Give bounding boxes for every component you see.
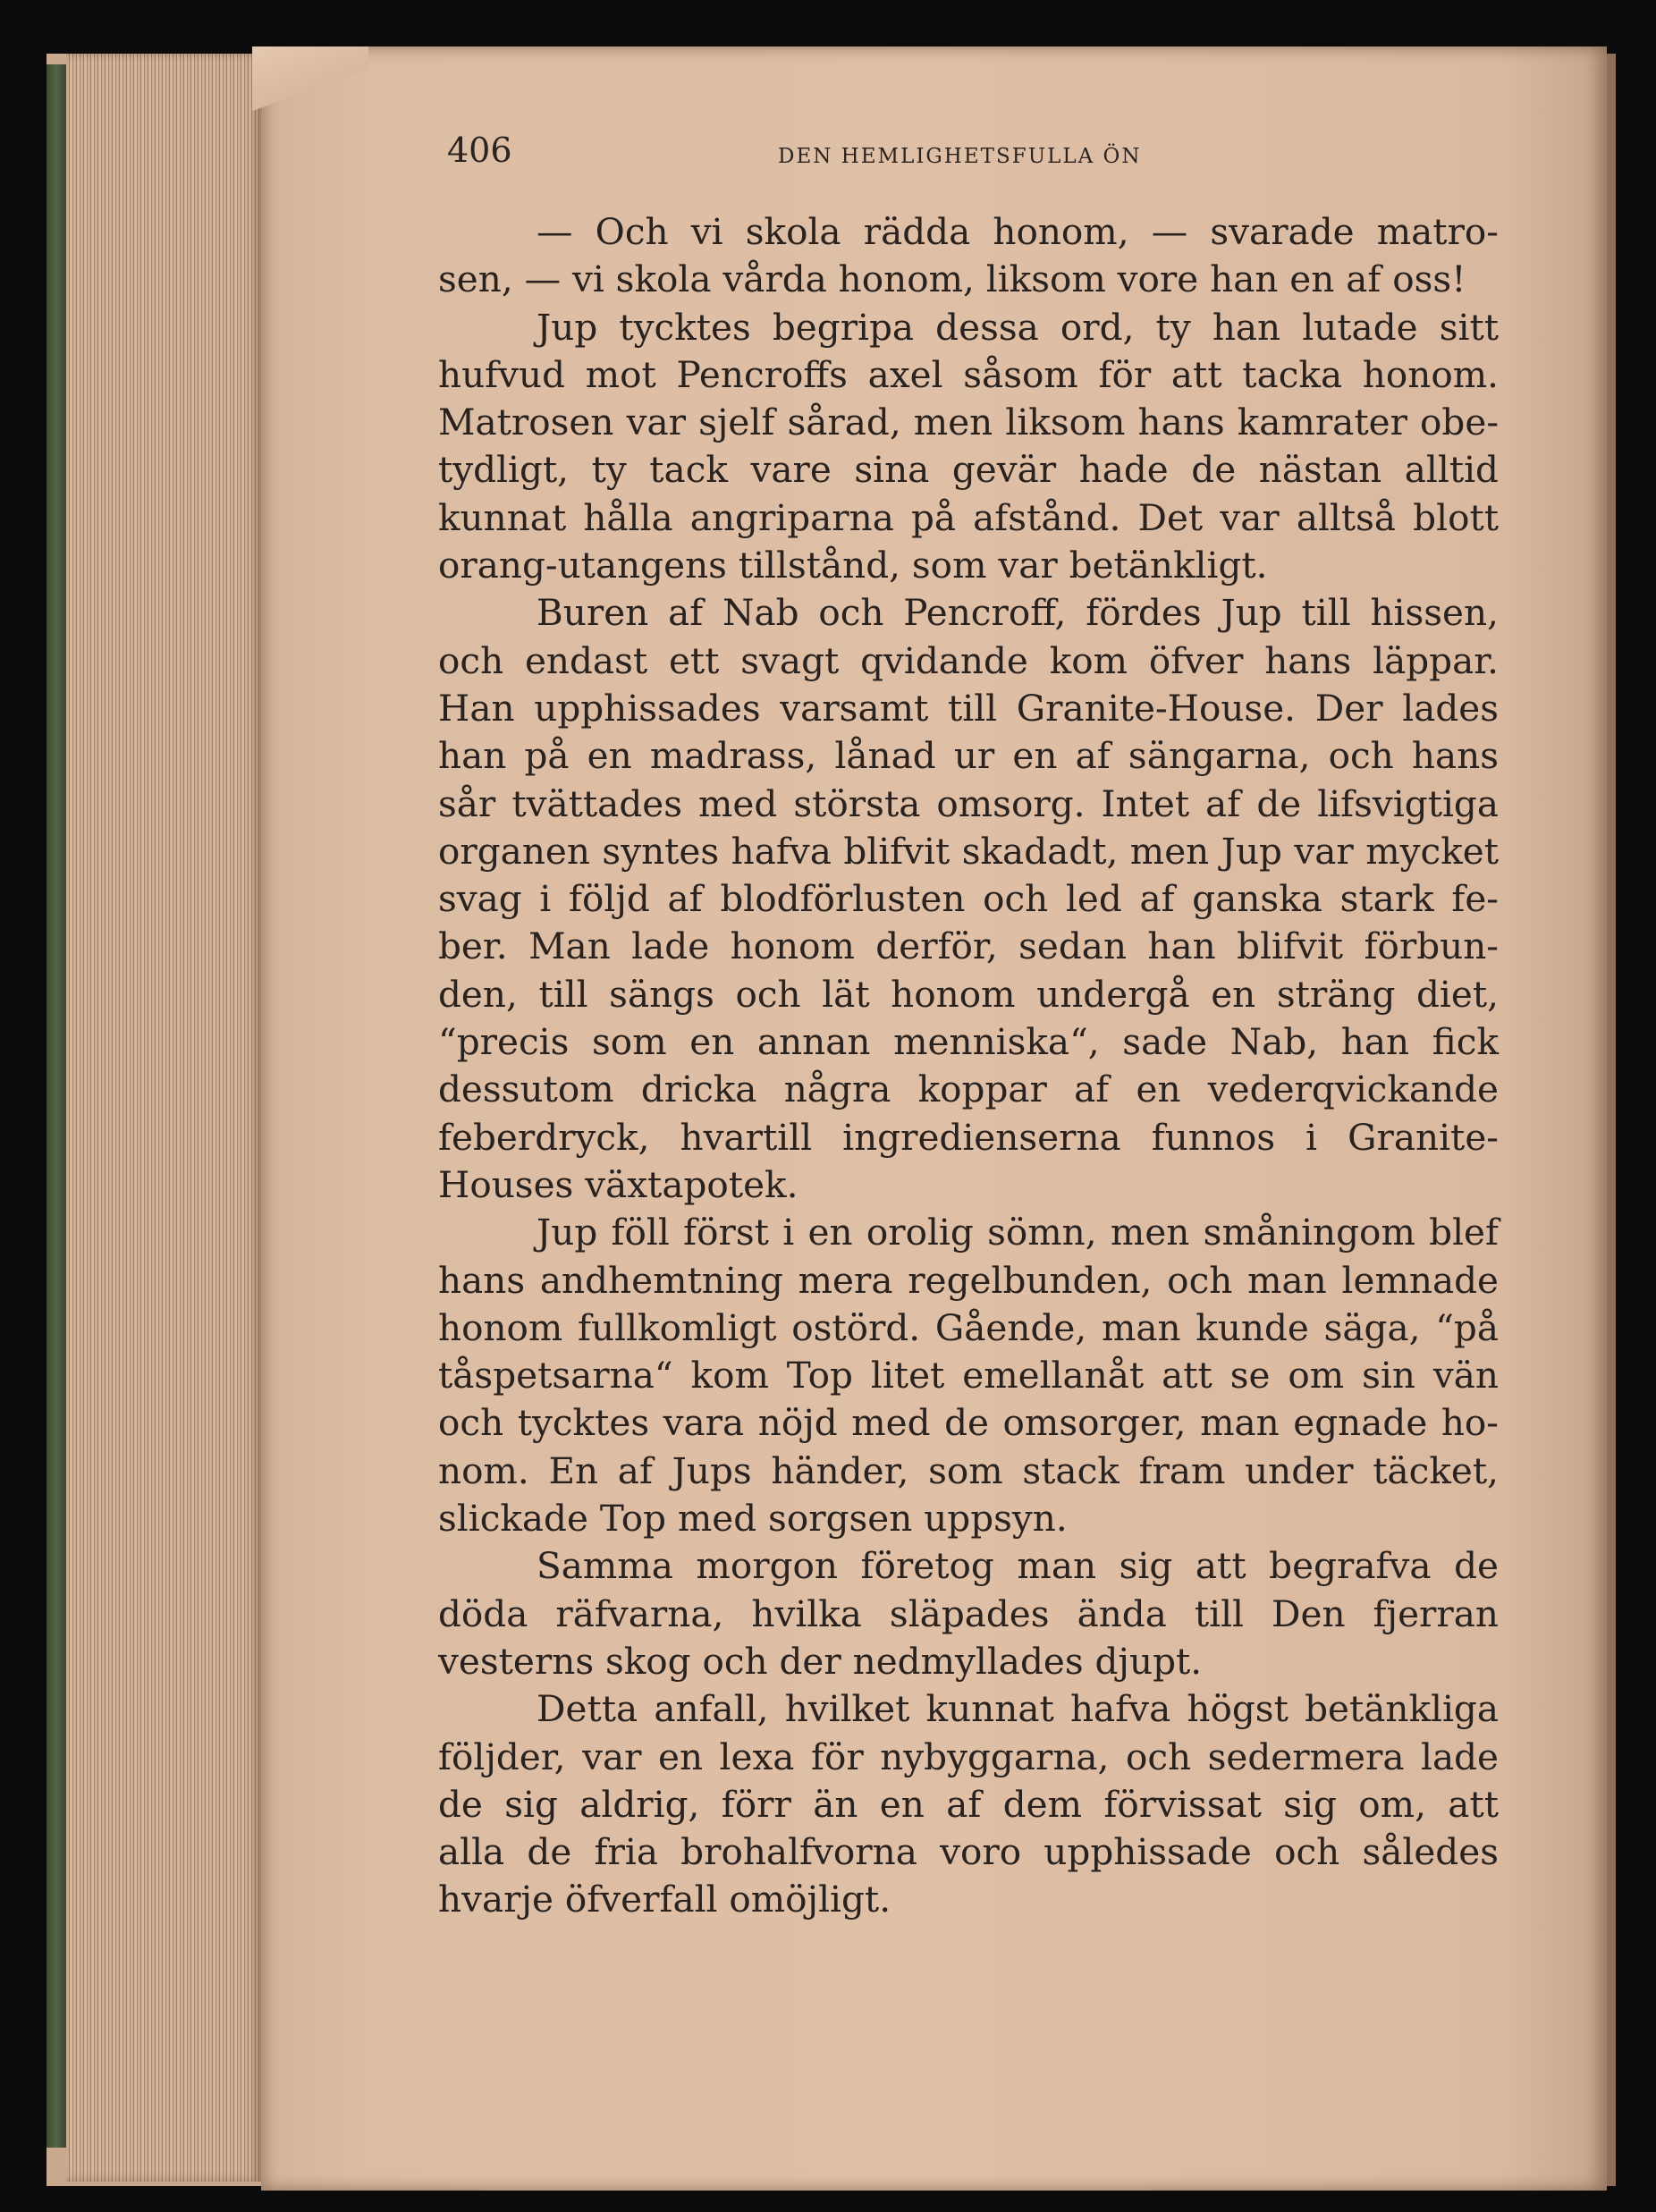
- text-line: Jup tycktes begripa dessa ord, ty han lutade sitt: [537, 305, 1499, 349]
- text-line: honom fullkomligt ostörd. Gående, man kunde säga, “på: [438, 1305, 1499, 1349]
- body-text: [438, 208, 1499, 1924]
- text-line: Houses växtapotek.: [438, 1162, 798, 1206]
- page-header: [447, 131, 1484, 175]
- text-line: “precis som en annan menniska“, sade Nab, han fick: [438, 1020, 1499, 1064]
- text-line: tydligt, ty tack vare sina gevär hade de nästan alltid: [438, 448, 1499, 492]
- text-line: hufvud mot Pencroffs axel såsom för att tacka honom.: [438, 352, 1499, 396]
- text-line: nom. En af Jups händer, som stack fram under täcket,: [438, 1448, 1499, 1492]
- text-line: Samma morgon företog man sig att begrafva de: [537, 1544, 1499, 1588]
- text-line: han på en madrass, lånad ur en af sängarna, och hans: [438, 734, 1499, 778]
- text-line: och endast ett svagt qvidande kom öfver hans läppar.: [438, 638, 1499, 682]
- text-line: ber. Man lade honom derför, sedan han blifvit förbun-: [438, 924, 1499, 968]
- text-line: feberdryck, hvartill ingredienserna funnos i Granite-: [438, 1115, 1499, 1159]
- text-line: organen syntes hafva blifvit skadadt, men Jup var mycket: [438, 829, 1499, 873]
- text-line: sen, — vi skola vårda honom, liksom vore han en af oss!: [438, 258, 1466, 301]
- page-corner-fold: [252, 46, 368, 111]
- text-line: kunnat hålla angriparna på afstånd. Det var alltså blott: [438, 495, 1499, 539]
- text-line: och tycktes vara nöjd med de omsorger, man egnade ho-: [438, 1401, 1499, 1445]
- text-line: tåspetsarna“ kom Top litet emellanåt att se om sin vän: [438, 1354, 1499, 1397]
- text-line: Buren af Nab och Pencroff, fördes Jup till hissen,: [537, 591, 1499, 635]
- page-number: 406: [447, 131, 512, 170]
- text-line: orang-utangens tillstånd, som var betänkligt.: [438, 544, 1268, 587]
- text-line: slickade Top med sorgsen uppsyn.: [438, 1497, 1068, 1541]
- text-line: Detta anfall, hvilket kunnat hafva högst betänkliga: [537, 1687, 1499, 1731]
- text-line: sår tvättades med största omsorg. Intet af de lifsvigtiga: [438, 781, 1499, 825]
- running-head: DEN HEMLIGHETSFULLA ÖN: [778, 145, 1142, 168]
- text-line: alla de fria brohalfvorna voro upphissade och således: [438, 1830, 1499, 1874]
- text-line: — Och vi skola rädda honom, — svarade matro-: [537, 210, 1499, 253]
- page-edges: [66, 54, 261, 2182]
- text-line: Matrosen var sjelf sårad, men liksom hans kamrater obe-: [438, 401, 1499, 444]
- text-line: dessutom dricka några koppar af en vederqvickande: [438, 1068, 1499, 1111]
- book-cover-edge: [46, 64, 66, 2148]
- text-line: hvarje öfverfall omöjligt.: [438, 1878, 891, 1921]
- text-line: hans andhemtning mera regelbunden, och man lemnade: [438, 1258, 1499, 1302]
- binding-edge: [1607, 54, 1616, 2186]
- text-line: de sig aldrig, förr än en af dem förvissat sig om, att: [438, 1782, 1499, 1826]
- text-line: vesterns skog och der nedmyllades djupt.: [438, 1639, 1203, 1683]
- text-line: den, till sängs och lät honom undergå en sträng diet,: [438, 972, 1499, 1016]
- text-line: följder, var en lexa för nybyggarna, och sedermera lade: [438, 1735, 1499, 1778]
- text-line: Jup föll först i en orolig sömn, men småningom blef: [537, 1211, 1499, 1254]
- text-line: Han upphissades varsamt till Granite-House. Der lades: [438, 686, 1499, 730]
- text-line: döda räfvarna, hvilka släpades ända till Den fjerran: [438, 1591, 1499, 1635]
- text-line: svag i följd af blodförlusten och led af ganska stark fe-: [438, 877, 1499, 921]
